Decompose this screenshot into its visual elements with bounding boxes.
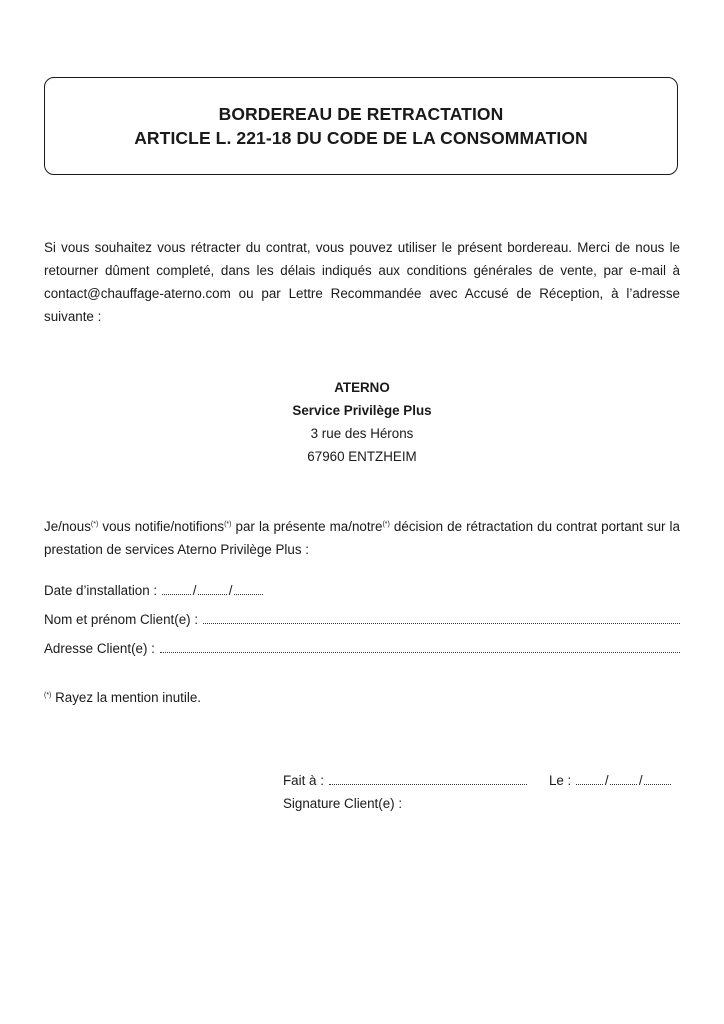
- sign-year-field[interactable]: [644, 781, 671, 785]
- sign-month-field[interactable]: [610, 781, 637, 785]
- return-address: [0, 376, 724, 468]
- place-field[interactable]: [329, 781, 527, 785]
- notify-part-3: par la présente ma/notre: [231, 519, 383, 534]
- asterisk-2: (*): [224, 521, 232, 528]
- address-service: Service Privilège Plus: [292, 403, 432, 418]
- installation-date-label: Date d’installation :: [44, 583, 158, 598]
- address-city: 67960 ENTZHEIM: [307, 449, 417, 464]
- installation-year-field[interactable]: [234, 591, 263, 595]
- asterisk-3: (*): [382, 521, 390, 528]
- date-separator-2: /: [228, 583, 233, 598]
- client-name-field[interactable]: [203, 620, 680, 624]
- client-name-row: [44, 612, 680, 627]
- asterisk-1: (*): [90, 521, 99, 528]
- title-line-2: ARTICLE L. 221-18 DU CODE DE LA CONSOMMATION: [134, 128, 588, 148]
- place-label: Fait à :: [283, 773, 324, 788]
- notify-part-2: vous notifie/notifions: [98, 519, 225, 534]
- notification-paragraph: [44, 515, 680, 561]
- signature-place-date-row: [283, 773, 680, 788]
- footnote-marker: (*): [44, 692, 52, 699]
- signature-label: Signature Client(e) :: [283, 796, 403, 811]
- installation-date-row: [44, 583, 263, 598]
- intro-paragraph: Si vous souhaitez vous rétracter du contrat, vous pouvez utiliser le présent bordereau. Merci de nous le retourner dûment completé, dans les délais indiqués aux conditions générales de vente, par e-mail à contact@chauffage-aterno.com ou par Lettre Recommandée avec Accusé de Réception, à l’adresse suivante :: [44, 240, 680, 324]
- installation-day-field[interactable]: [162, 591, 191, 595]
- sign-date-separator-2: /: [638, 773, 643, 788]
- footnote-text: Rayez la mention inutile.: [51, 690, 201, 705]
- sign-day-field[interactable]: [576, 781, 603, 785]
- client-address-row: [44, 641, 680, 656]
- client-address-field[interactable]: [160, 649, 680, 653]
- installation-month-field[interactable]: [198, 591, 227, 595]
- title-box: [44, 77, 678, 175]
- client-name-label: Nom et prénom Client(e) :: [44, 612, 199, 627]
- sign-date-label: Le :: [548, 773, 572, 788]
- notify-part-4: décision de rétractation du contrat portant sur la prestation de services Aterno Privilège Plus :: [44, 519, 680, 557]
- notify-part-1: Je/nous: [44, 519, 91, 534]
- address-company: ATERNO: [334, 380, 390, 395]
- title-line-1: BORDEREAU DE RETRACTATION: [218, 104, 504, 124]
- sign-date-separator-1: /: [604, 773, 609, 788]
- footnote: [44, 690, 201, 705]
- address-street: 3 rue des Hérons: [310, 426, 414, 441]
- date-separator-1: /: [192, 583, 197, 598]
- client-address-label: Adresse Client(e) :: [44, 641, 155, 656]
